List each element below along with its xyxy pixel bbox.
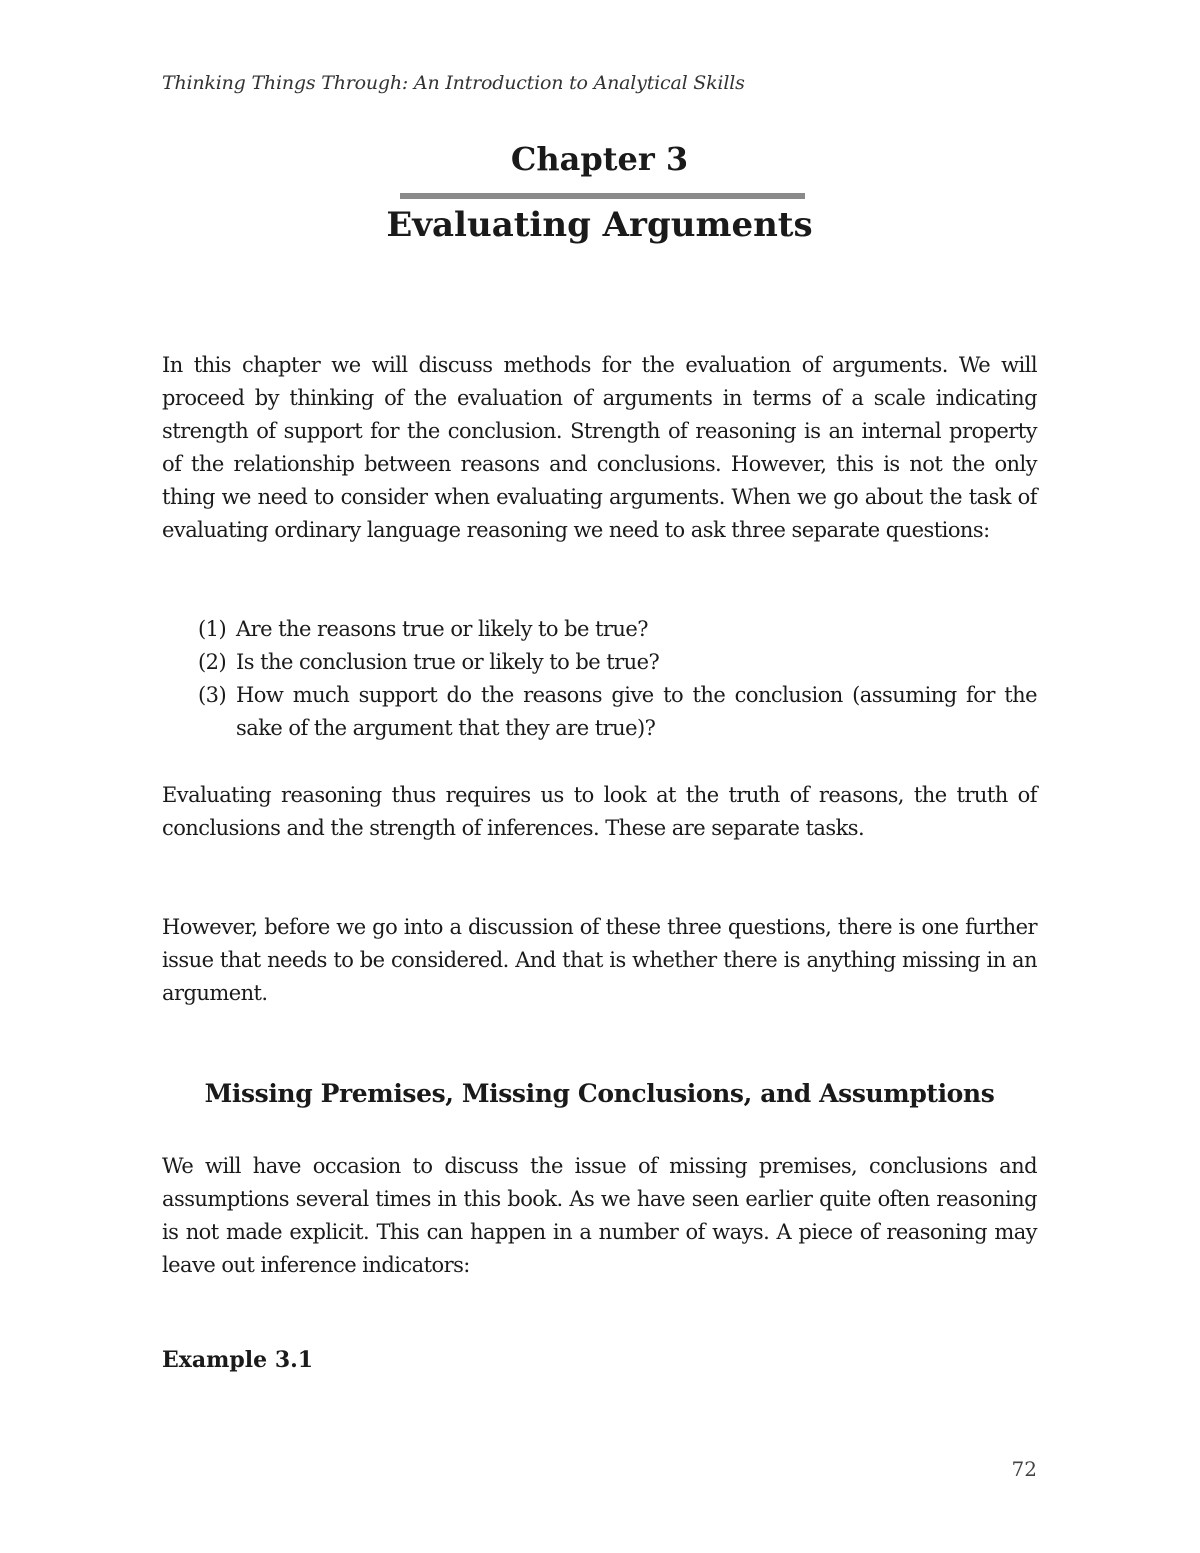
section-heading: Missing Premises, Missing Conclusions, and Assumptions: [204, 1079, 995, 1108]
page-number: 72: [1011, 1457, 1037, 1481]
question-number: (3): [198, 683, 227, 707]
question-item-3: [198, 679, 1037, 745]
question-list: [198, 613, 1037, 745]
chapter-divider: [400, 193, 805, 199]
chapter-title: Evaluating Arguments: [386, 205, 813, 245]
intro-paragraph-3: However, before we go into a discussion of these three questions, there is one further issue that needs to be considered. And that is whether there is anything missing in an argument.: [162, 915, 1037, 1005]
question-item-1: [198, 613, 1037, 646]
question-text: How much support do the reasons give to the conclusion (assuming for the sake of the argument that they are true)?: [236, 683, 1037, 740]
section-paragraph-1: We will have occasion to discuss the issue of missing premises, conclusions and assumptions several times in this book. As we have seen earlier quite often reasoning is not made explicit. This can happen in a number of ways. A piece of reasoning may leave out inference indicators:: [162, 1154, 1037, 1277]
question-text: Is the conclusion true or likely to be true?: [236, 650, 660, 674]
question-item-2: [198, 646, 1037, 679]
question-text: Are the reasons true or likely to be true?: [236, 617, 648, 641]
question-number: (2): [198, 650, 227, 674]
chapter-label: Chapter 3: [510, 140, 689, 178]
intro-paragraph-2: Evaluating reasoning thus requires us to look at the truth of reasons, the truth of conclusions and the strength of inferences. These are separate tasks.: [162, 783, 1037, 840]
question-number: (1): [198, 617, 227, 641]
example-label: Example 3.1: [162, 1347, 314, 1373]
document-page: [162, 0, 1037, 1553]
intro-paragraph-1: In this chapter we will discuss methods for the evaluation of arguments. We will proceed by thinking of the evaluation of arguments in terms of a scale indicating strength of support for the conclusion. Strength of reasoning is an internal property of the relationship between reasons and conclusions. However, this is not the only thing we need to consider when evaluating arguments. When we go about the task of evaluating ordinary language reasoning we need to ask three separate questions:: [162, 353, 1037, 542]
running-header: Thinking Things Through: An Introduction to Analytical Skills: [162, 72, 745, 94]
